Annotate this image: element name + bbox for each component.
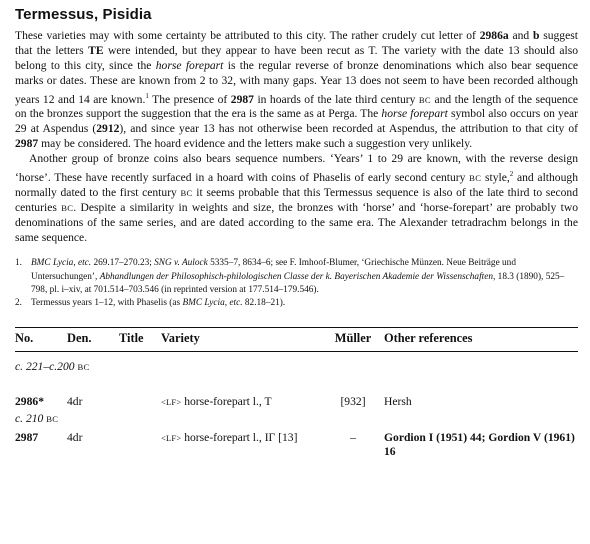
footnote-text bbox=[31, 297, 578, 310]
text-run: , 18.3 (1890), 525–798, pl. i–xiv, at 701.514–703.546 (in reprinted version at 177.514–179.546). bbox=[31, 271, 565, 295]
header-muller: Müller bbox=[334, 331, 372, 346]
cell-muller: – bbox=[350, 431, 356, 445]
text-run: and although normally dated to the first century bbox=[15, 170, 578, 199]
footnote-marker[interactable]: 2 bbox=[509, 170, 514, 179]
text-run: suggest that the letters bbox=[15, 29, 578, 57]
text-run: Termessus years 1–12, with Phaselis (as bbox=[31, 298, 183, 309]
variety-text: horse-forepart l., IΓ [13] bbox=[181, 431, 298, 445]
citation-title: Abhandlungen der Philosophisch-philologischen Classe der k. Bayerischen Akademie der Wissenschaften bbox=[99, 271, 494, 282]
footnote-2 bbox=[15, 297, 578, 310]
cell-other-references: Hersh bbox=[384, 395, 412, 409]
header-title: Title bbox=[119, 331, 144, 346]
cell-title bbox=[119, 395, 161, 409]
header-no: No. bbox=[15, 331, 34, 346]
cell-den: 4dr bbox=[67, 395, 83, 409]
coin-ref: 2987 bbox=[15, 137, 39, 151]
body-text bbox=[15, 29, 578, 245]
coin-ref: 2912 bbox=[96, 122, 120, 136]
text-run: . Despite a similarity in weights and size, the bronzes with ‘horse’ and ‘horse-forepart’ are probably two denominations of the same series, and are dated according to the same era. The Alexander tetradrachm belongs in the same sequence. bbox=[15, 200, 579, 244]
text-run: symbol also occurs on year 29 at Aspendus ( bbox=[15, 107, 579, 136]
text-run: style, bbox=[481, 170, 510, 184]
text-run: 82.18–21). bbox=[242, 298, 286, 309]
citation-title: SNG v. Aulock bbox=[154, 258, 208, 269]
period-label-2 bbox=[15, 412, 578, 425]
lf-marker: <LF> bbox=[161, 433, 182, 444]
cell-den: 4dr bbox=[67, 431, 83, 445]
coin-ref: 2986a bbox=[479, 29, 509, 42]
era-abbrev: BC bbox=[46, 414, 59, 425]
text-run: in hoards of the late third century bbox=[253, 92, 419, 106]
cell-muller: [932] bbox=[340, 395, 366, 409]
section-heading: Termessus, Pisidia bbox=[15, 6, 152, 23]
citation-title: BMC Lycia, etc. bbox=[31, 258, 92, 269]
coin-ref: 2987 bbox=[230, 92, 254, 106]
cell-no: 2987 bbox=[15, 431, 39, 445]
text-run: 269.17–270.23; bbox=[91, 258, 155, 269]
paragraph-2 bbox=[15, 152, 578, 245]
citation-title: BMC Lycia, etc. bbox=[182, 298, 243, 309]
footnote-number: 1. bbox=[15, 258, 22, 269]
era-abbrev: BC bbox=[77, 362, 90, 373]
text-run: were intended, but they appear to have been recut as T. The variety with the date 13 should also belong to this city, since the bbox=[15, 43, 579, 72]
emphasis: horse forepart bbox=[155, 58, 224, 72]
text-run: The presence of bbox=[148, 92, 231, 106]
coin-ref: b bbox=[532, 29, 540, 42]
header-other-references: Other references bbox=[384, 331, 473, 346]
text-run: it seems probable that this Termessus sequence is also of the late third to second centuries bbox=[15, 185, 578, 214]
footnote-number: 2. bbox=[15, 298, 22, 309]
footnote-text bbox=[31, 257, 578, 297]
variety-text: horse-forepart l., T bbox=[181, 395, 272, 409]
cell-variety bbox=[161, 431, 322, 459]
cell-no: 2986* bbox=[15, 395, 44, 409]
paragraph-1 bbox=[15, 29, 578, 152]
cell-other-references: Gordion I (1951) 44; Gordion V (1961) 16 bbox=[384, 431, 575, 459]
era-abbrev: BC bbox=[418, 94, 431, 105]
footnote-1 bbox=[15, 257, 578, 297]
text-run: is the regular reverse of bronze denominations which also bear sequence marks or dates. These are known from 2 to 32, with many gaps. Year 13 does not seem to have been recorded although years 12 and 14 are known. bbox=[15, 58, 578, 106]
text-run: Another group of bronze coins also bears sequence numbers. ‘Years’ 1 to 29 are known, with the reverse design ‘horse’. These have recently surfaced in a hoard with coins of Phaselis of early second century bbox=[15, 152, 578, 184]
text-run: and the length of the sequence on the bronzes support the suggestion that the era is the same as at Perga. The bbox=[15, 92, 578, 121]
footnotes bbox=[15, 257, 578, 310]
header-den: Den. bbox=[67, 331, 92, 346]
era-abbrev: BC bbox=[61, 202, 74, 213]
text-run: and bbox=[508, 29, 533, 42]
table-row bbox=[15, 431, 578, 459]
letters-ref: TE bbox=[88, 43, 104, 57]
era-abbrev: BC bbox=[469, 172, 482, 183]
period-label-1 bbox=[15, 360, 578, 373]
era-abbrev: BC bbox=[180, 187, 193, 198]
header-variety: Variety bbox=[161, 331, 200, 346]
footnote-marker[interactable]: 1 bbox=[145, 91, 149, 100]
cell-variety bbox=[161, 395, 322, 409]
period-text: c. 221–c.200 bbox=[15, 360, 78, 374]
table-row bbox=[15, 395, 578, 409]
text-run: ), and since year 13 has not otherwise been recorded at Aspendus, the attribution to that city of bbox=[119, 122, 578, 136]
emphasis: horse forepart bbox=[381, 107, 448, 121]
lf-marker: <LF> bbox=[161, 397, 182, 408]
cell-title bbox=[119, 431, 161, 459]
table-header bbox=[15, 328, 578, 348]
period-text: c. 210 bbox=[15, 412, 47, 426]
text-run: 5335–7, 8634–6; see F. Imhoof-Blumer, ‘Griechische Münzen. Neue Beiträge und Untersuchungen’, bbox=[31, 258, 516, 282]
text-run: may be considered. The hoard evidence and the letters make such a suggestion very unlikely. bbox=[38, 137, 473, 151]
text-run: These varieties may with some certainty be attributed to this city. The rather crudely cut letter of bbox=[15, 29, 480, 42]
table-header-rule bbox=[15, 351, 578, 352]
